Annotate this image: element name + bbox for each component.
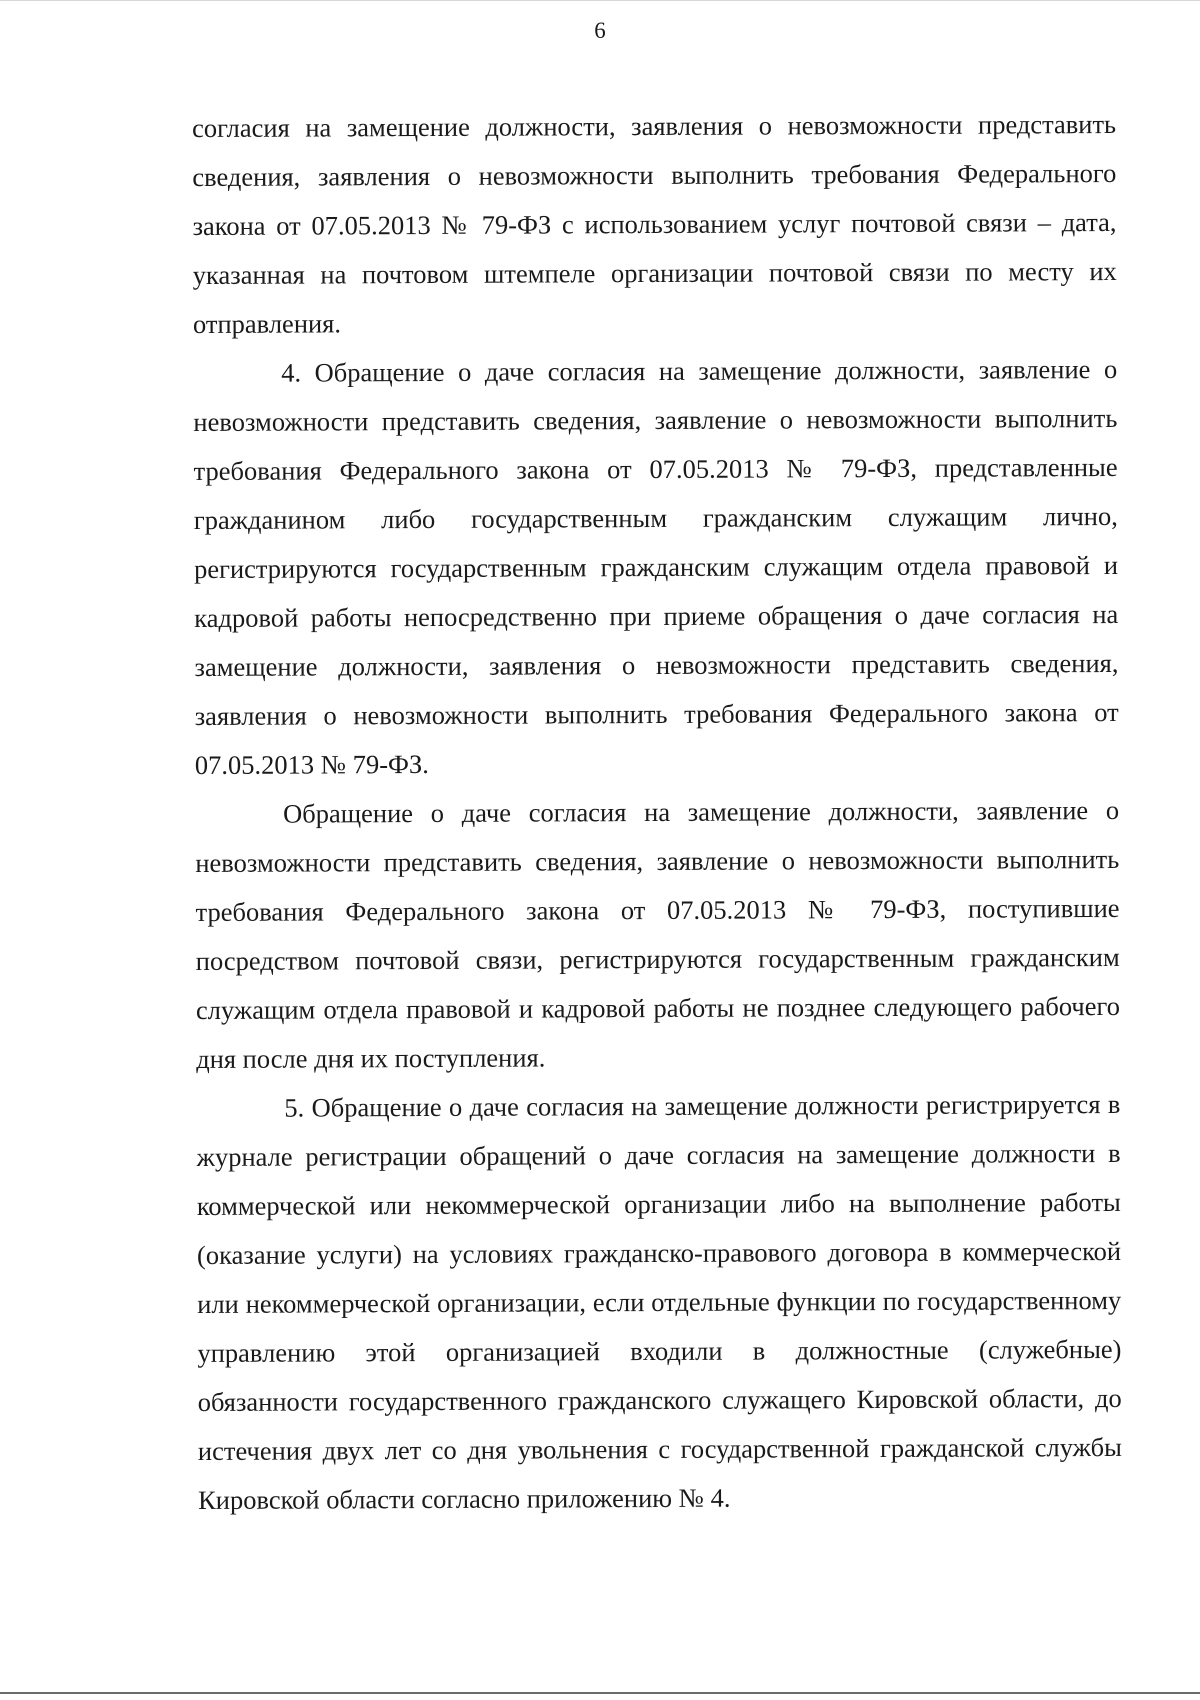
paragraph-postal-registration: Обращение о даче согласия на замещение должности, заявление о невозможности представить сведения, заявление о невозможности выполнить требования Федерального закона от 07.05.2013 № 79-ФЗ, поступившие посредством почтовой связи, регистрируются государственным гражданским служащим отдела правовой и кадровой работы не позднее следующего рабочего дня после дня их поступления. xyxy=(195,794,1121,1074)
page-number: 6 xyxy=(594,18,606,43)
scan-bottom-edge xyxy=(0,1692,1200,1694)
scan-top-edge xyxy=(0,0,1200,1)
document-body xyxy=(192,100,1122,1525)
paragraph-continuation: согласия на замещение должности, заявления о невозможности представить сведения, заявления о невозможности выполнить требования Федерального закона от 07.05.2013 № 79-ФЗ с использованием услуг почтовой связи – дата, указанная на почтовом штемпеле организации почтовой связи по месту их отправления. xyxy=(192,108,1117,339)
paragraph-item-5: 5. Обращение о даче согласия на замещение должности регистрируется в журнале регистрации обращений о даче согласия на замещение должности в коммерческой или некоммерческой организации либо на выполнение работы (оказание услуги) на условиях гражданско-правового договора в коммерческой или некоммерческой организации, если отдельные функции по государственному управлению этой организацией входили в должностные (служебные) обязанности государственного гражданского служащего Кировской области, до истечения двух лет со дня увольнения с государственной гражданской службы Кировской области согласно приложению № 4. xyxy=(196,1088,1122,1515)
paragraph-item-4: 4. Обращение о даче согласия на замещение должности, заявление о невозможности представить сведения, заявление о невозможности выполнить требования Федерального закона от 07.05.2013 № 79-ФЗ, представленные гражданином либо государственным гражданским служащим лично, регистрируются государственным гражданским служащим отдела правовой и кадровой работы непосредственно при приеме обращения о даче согласия на замещение должности, заявления о невозможности представить сведения, заявления о невозможности выполнить требования Федерального закона от 07.05.2013 № 79-ФЗ. xyxy=(193,353,1119,780)
